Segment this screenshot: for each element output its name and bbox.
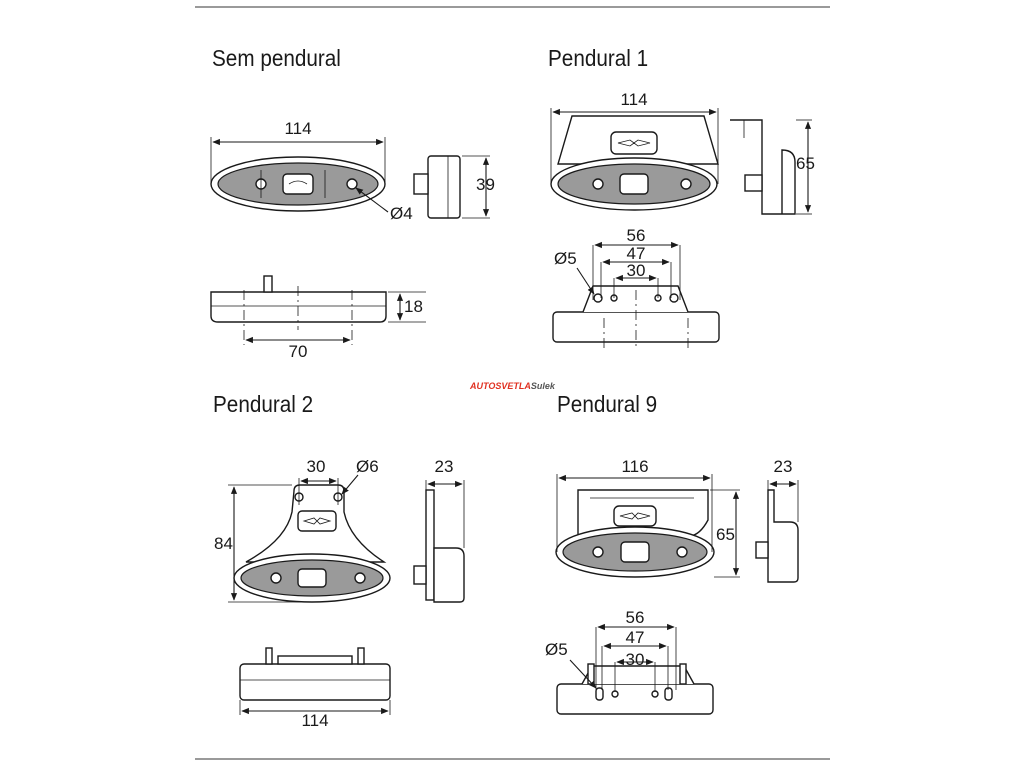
- pendural-2-top-view: [240, 648, 390, 730]
- sem-pendural-front-view: [211, 157, 385, 211]
- title-sem-pendural: Sem pendural: [212, 45, 341, 71]
- mount-slot-icon: [665, 688, 672, 700]
- pendural-1-side-view: [730, 120, 815, 214]
- sem-pendural-top-view: [211, 276, 426, 361]
- dim-hole: Ø5: [545, 640, 568, 659]
- dim-height: 84: [214, 534, 233, 553]
- dim-spacing-mid: 47: [625, 628, 645, 647]
- dim-hole: Ø5: [554, 249, 577, 268]
- pendural-2-side-view: [414, 457, 464, 602]
- dim-hole: Ø6: [356, 457, 379, 476]
- mount-hole-icon: [355, 573, 365, 583]
- dim-spacing: 70: [288, 342, 308, 361]
- dim-depth: 23: [434, 457, 454, 476]
- dim-width: 114: [620, 90, 648, 109]
- pendural-9-top-view: [545, 608, 713, 714]
- dim-height: 18: [404, 297, 423, 316]
- dim-depth: 23: [773, 457, 793, 476]
- pendural-1-front-view: [551, 116, 718, 210]
- dim-spacing-mid: 47: [626, 244, 646, 263]
- pendural-1-top-view: [553, 226, 719, 348]
- dim-spacing-inner: 30: [625, 650, 645, 669]
- dim-spacing: 30: [306, 457, 326, 476]
- pendural-9-side-view: [756, 457, 798, 582]
- title-pendural-9: Pendural 9: [557, 391, 658, 417]
- dim-spacing-outer: 56: [625, 608, 645, 627]
- dim-width: 116: [621, 457, 649, 476]
- mount-hole-icon: [677, 547, 687, 557]
- dim-depth: 39: [476, 175, 495, 194]
- dim-width: 114: [301, 711, 329, 730]
- dim-height: 65: [716, 525, 735, 544]
- mount-hole-icon: [271, 573, 281, 583]
- dim-width: 114: [284, 119, 312, 138]
- title-pendural-1: Pendural 1: [548, 45, 649, 71]
- dim-height: 65: [796, 154, 815, 173]
- pendural-9-front-view: [556, 457, 740, 577]
- title-pendural-2: Pendural 2: [213, 391, 314, 417]
- mount-hole-icon: [681, 179, 691, 189]
- pendural-2-front-view: [214, 457, 390, 602]
- dim-spacing-outer: 56: [626, 226, 646, 245]
- mount-hole-icon: [593, 547, 603, 557]
- dim-spacing-inner: 30: [626, 261, 646, 280]
- dim-hole: Ø4: [390, 204, 413, 223]
- mount-hole-icon: [347, 179, 357, 189]
- mount-hole-icon: [593, 179, 603, 189]
- watermark-logo: AUTOSVETLASulek: [470, 381, 555, 391]
- sem-pendural-side-view: [414, 156, 495, 218]
